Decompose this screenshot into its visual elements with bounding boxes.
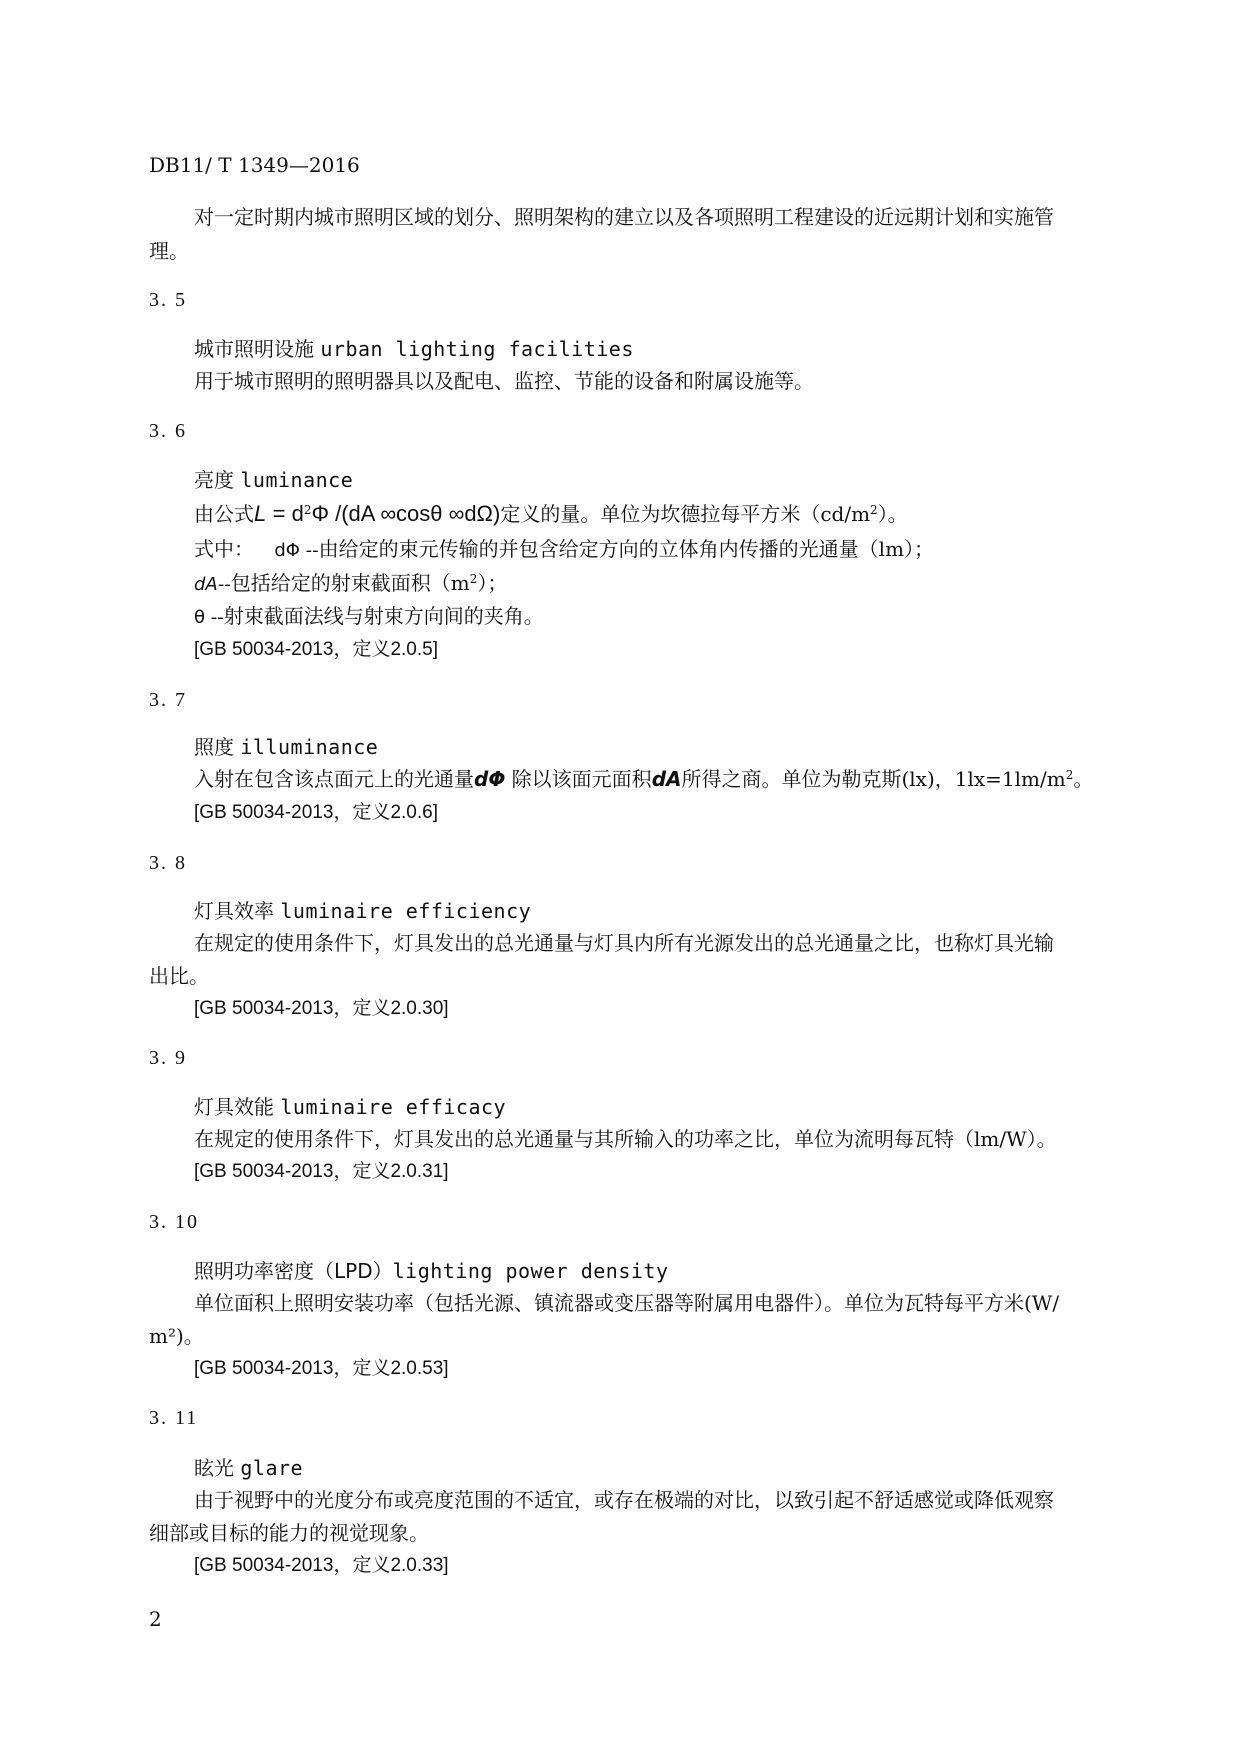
where-def-da-end: ）； xyxy=(477,571,508,595)
term-3-7 xyxy=(194,737,378,757)
where-line-1 xyxy=(194,539,934,560)
term-3-10 xyxy=(194,1261,669,1281)
formula-suffix: 定义的量。单位为坎德拉每平方米（cd/m xyxy=(500,502,871,526)
term-en: illuminance xyxy=(240,735,379,759)
term-en: luminaire efficiency xyxy=(280,899,532,923)
document-code: DB11/ T 1349—2016 xyxy=(149,153,360,177)
term-cn: 城市照明设施 xyxy=(194,337,314,361)
formula-superscript: 2 xyxy=(303,503,312,517)
definition-3-10-line-2: m²)。 xyxy=(149,1324,204,1348)
where-symbol-dphi: dΦ -- xyxy=(274,540,319,561)
term-3-8 xyxy=(194,901,531,921)
term-en: glare xyxy=(240,1456,304,1480)
reference-3-9: [GB 50034-2013，定义2.0.31] xyxy=(194,1161,449,1182)
section-number-3-10: 3. 10 xyxy=(149,1211,199,1233)
term-cn: 照明功率密度（LPD） xyxy=(194,1259,393,1283)
term-3-9 xyxy=(194,1097,506,1117)
term-cn: 灯具效率 xyxy=(194,899,274,923)
def-symbol-dphi: dΦ xyxy=(474,767,506,791)
where-line-2 xyxy=(194,573,507,594)
term-cn: 眩光 xyxy=(194,1456,234,1480)
term-3-11 xyxy=(194,1458,303,1478)
formula-unit-superscript: 2 xyxy=(870,503,878,517)
def-symbol-da: dA xyxy=(651,767,682,791)
section-number-3-6: 3. 6 xyxy=(149,420,187,442)
term-en: urban lighting facilities xyxy=(320,337,634,361)
formula-end: ）。 xyxy=(877,502,908,526)
section-number-3-8: 3. 8 xyxy=(149,852,187,874)
definition-3-8-line-2: 出比。 xyxy=(149,964,209,988)
def-part-a: 入射在包含该点面元上的光通量 xyxy=(194,767,474,791)
definition-3-11-line-2: 细部或目标的能力的视觉现象。 xyxy=(149,1521,429,1545)
term-en: luminance xyxy=(240,468,354,492)
term-cn: 灯具效能 xyxy=(194,1095,274,1119)
term-en: luminaire efficacy xyxy=(280,1095,507,1119)
where-def-dphi: 由给定的束元传输的并包含给定方向的立体角内传播的光通量（lm）； xyxy=(318,537,935,561)
reference-3-7: [GB 50034-2013，定义2.0.6] xyxy=(194,802,438,823)
formula-prefix: 由公式 xyxy=(194,502,254,526)
definition-3-11-line-1: 由于视野中的光度分布或亮度范围的不适宜，或存在极端的对比，以致引起不舒适感觉或降低观察 xyxy=(194,1488,1054,1512)
section-number-3-9: 3. 9 xyxy=(149,1047,187,1069)
intro-line-1: 对一定时期内城市照明区域的划分、照明架构的建立以及各项照明工程建设的近远期计划和实施管 xyxy=(194,205,1054,229)
intro-line-2: 理。 xyxy=(149,239,189,263)
def-part-d: 。 xyxy=(1073,767,1094,791)
term-cn: 照度 xyxy=(194,735,234,759)
section-number-3-5: 3. 5 xyxy=(149,289,187,311)
reference-3-6: [GB 50034-2013，定义2.0.5] xyxy=(194,639,438,660)
reference-3-10: [GB 50034-2013，定义2.0.53] xyxy=(194,1358,449,1379)
term-en: lighting power density xyxy=(392,1259,669,1283)
term-cn: 亮度 xyxy=(194,468,234,492)
formula-body: Φ /(dA ∞cosθ ∞dΩ) xyxy=(311,501,501,526)
definition-3-8-line-1: 在规定的使用条件下，灯具发出的总光通量与灯具内所有光源发出的总光通量之比，也称灯具光输 xyxy=(194,931,1054,955)
formula-equals: = d xyxy=(272,501,304,526)
definition-3-5: 用于城市照明的照明器具以及配电、监控、节能的设备和附属设施等。 xyxy=(194,369,814,393)
where-def-da: 包括给定的射束截面积（m xyxy=(230,571,470,595)
def-part-b: 除以该面元面积 xyxy=(505,767,652,791)
term-3-6 xyxy=(194,470,353,490)
formula-symbol-l: L xyxy=(254,501,267,526)
definition-3-9: 在规定的使用条件下，灯具发出的总光通量与其所输入的功率之比，单位为流明每瓦特（lm/W）。 xyxy=(194,1127,1057,1151)
definition-3-7 xyxy=(194,769,1093,789)
where-def-da-superscript: 2 xyxy=(469,572,478,586)
where-def-theta: 射束截面法线与射束方向间的夹角。 xyxy=(223,604,544,628)
where-symbol-theta: θ -- xyxy=(194,607,224,628)
where-label: 式中： xyxy=(194,537,254,561)
where-line-3 xyxy=(194,606,544,627)
section-number-3-11: 3. 11 xyxy=(149,1407,199,1429)
section-number-3-7: 3. 7 xyxy=(149,689,187,711)
term-3-5 xyxy=(194,339,634,359)
reference-3-8: [GB 50034-2013，定义2.0.30] xyxy=(194,998,449,1019)
def-superscript: 2 xyxy=(1065,768,1074,782)
reference-3-11: [GB 50034-2013，定义2.0.33] xyxy=(194,1555,449,1576)
luminance-formula xyxy=(194,503,908,525)
page-number: 2 xyxy=(149,1607,162,1631)
where-symbol-da: dA-- xyxy=(194,574,231,595)
definition-3-10-line-1: 单位面积上照明安装功率（包括光源、镇流器或变压器等附属用电器件）。单位为瓦特每平方米(W/ xyxy=(194,1291,1060,1315)
def-part-c: 所得之商。单位为勒克斯(lx)，1lx=1lm/m xyxy=(681,767,1066,791)
